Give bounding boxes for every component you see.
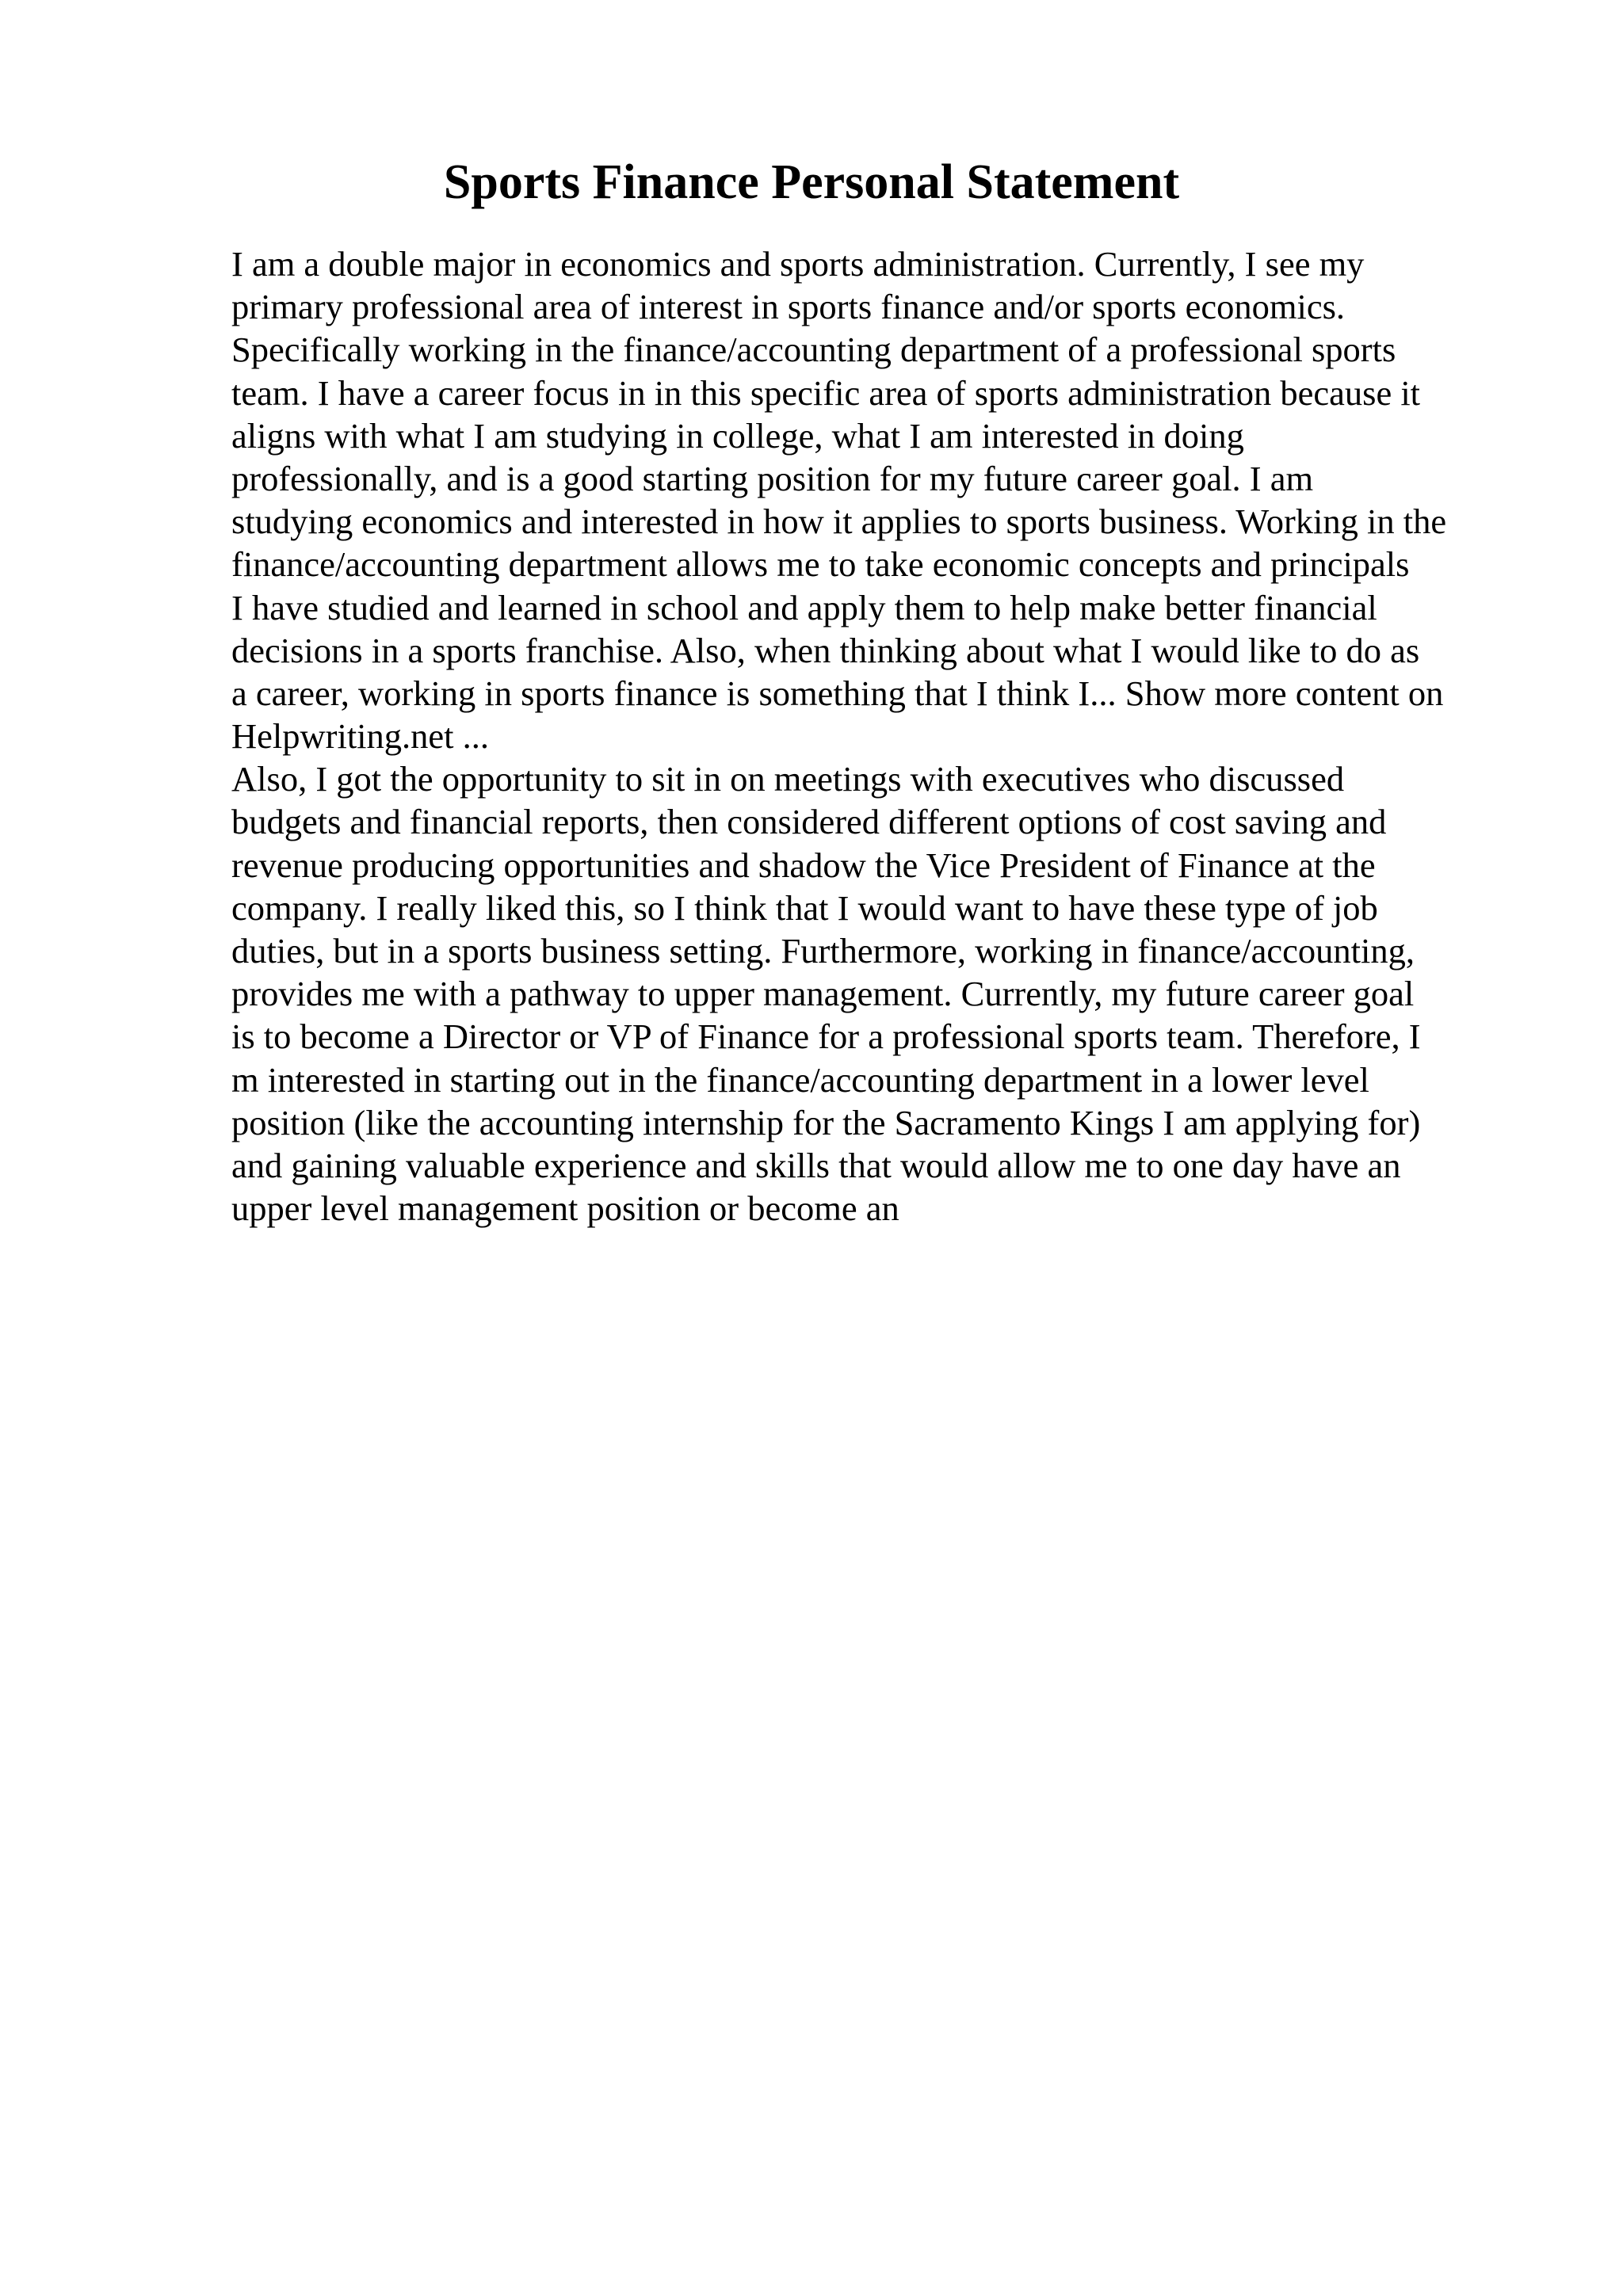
text-line: duties, but in a sports business setting. Furthermore, working in finance/accounting,	[231, 931, 1415, 971]
text-line: position (like the accounting internship for the Sacramento Kings I am applying for)	[231, 1102, 1421, 1142]
text-line: a career, working in sports finance is something that I think I... Show more content on	[231, 673, 1444, 713]
text-line: provides me with a pathway to upper management. Currently, my future career goal	[231, 974, 1415, 1014]
text-line: I have studied and learned in school and apply them to help make better financial	[231, 587, 1377, 627]
text-line: team. I have a career focus in in this specific area of sports administration because it	[231, 372, 1421, 413]
text-line: aligns with what I am studying in college, what I am interested in doing	[231, 415, 1244, 456]
text-line: Also, I got the opportunity to sit in on meetings with executives who discussed	[231, 759, 1345, 799]
text-line: m interested in starting out in the finance/accounting department in a lower level	[231, 1059, 1369, 1100]
text-line: Helpwriting.net ...	[231, 716, 490, 757]
text-line: Specifically working in the finance/accounting department of a professional sports	[231, 330, 1396, 370]
text-line: primary professional area of interest in sports finance and/or sports economics.	[231, 287, 1346, 327]
text-line: budgets and financial reports, then considered different options of cost saving and	[231, 802, 1387, 842]
text-line: decisions in a sports franchise. Also, when thinking about what I would like to do as	[231, 630, 1420, 670]
text-line: company. I really liked this, so I think that I would want to have these type of job	[231, 887, 1378, 928]
document-body	[231, 242, 1515, 1230]
text-line: finance/accounting department allows me to take economic concepts and principals	[231, 544, 1410, 585]
text-line: professionally, and is a good starting position for my future career goal. I am	[231, 458, 1314, 498]
text-line: upper level management position or become an	[231, 1188, 899, 1229]
document-title: Sports Finance Personal Statement	[443, 155, 1180, 209]
paragraph-2	[231, 757, 1515, 1230]
text-line: and gaining valuable experience and skills that would allow me to one day have an	[231, 1145, 1401, 1185]
text-line: I am a double major in economics and sports administration. Currently, I see my	[231, 244, 1365, 284]
text-line: is to become a Director or VP of Finance for a professional sports team. Therefore, I	[231, 1016, 1421, 1057]
text-line: studying economics and interested in how it applies to sports business. Working in the	[231, 502, 1447, 542]
paragraph-1	[231, 242, 1515, 757]
text-line: revenue producing opportunities and shadow the Vice President of Finance at the	[231, 845, 1376, 885]
